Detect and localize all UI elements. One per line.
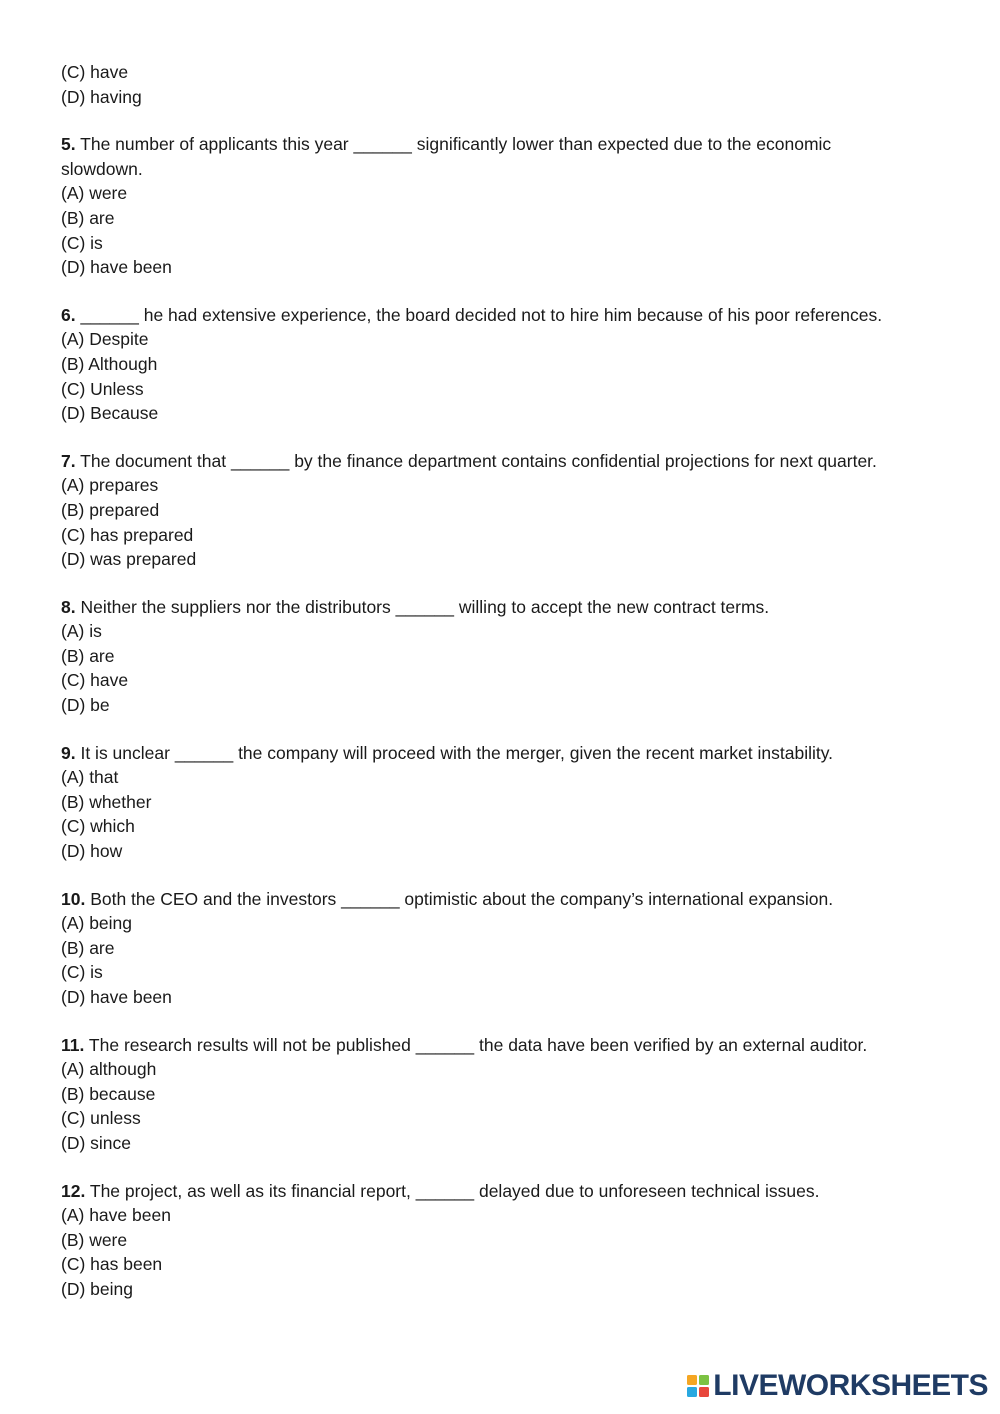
- question-6: [61, 303, 961, 426]
- option-b: (B) were: [61, 1229, 128, 1250]
- option-d: (D) being: [61, 1278, 133, 1299]
- question-number: 5.: [61, 134, 76, 155]
- option-b: (B) whether: [61, 791, 152, 812]
- option-d: (D) was prepared: [61, 549, 197, 570]
- option-c: (C) has been: [61, 1254, 163, 1275]
- footer-logo[interactable]: [687, 1366, 988, 1406]
- question-8: [61, 595, 961, 718]
- option-d: (D) having: [61, 86, 142, 107]
- question-stem: ______ he had extensive experience, the board decided not to hire him because of his poor references.: [75, 304, 883, 325]
- option-c: (C) Unless: [61, 378, 144, 399]
- option-d: (D) how: [61, 841, 123, 862]
- question-stem: It is unclear ______ the company will proceed with the merger, given the recent market instability.: [75, 742, 834, 763]
- option-c: (C) is: [61, 232, 103, 253]
- option-d: (D) have been: [61, 257, 172, 278]
- question-stem: The number of applicants this year ______ significantly lower than expected due to the economic slowdown.: [61, 134, 832, 179]
- option-a: (A) being: [61, 913, 133, 934]
- option-a: (A) is: [61, 621, 102, 642]
- question-5: [61, 132, 961, 280]
- worksheet-page: [61, 60, 961, 1302]
- intro-options: [61, 60, 961, 109]
- question-stem: Both the CEO and the investors ______ optimistic about the company’s international expansion.: [85, 888, 834, 909]
- question-12: [61, 1179, 961, 1302]
- question-number: 11.: [61, 1034, 85, 1055]
- option-c: (C) which: [61, 816, 135, 837]
- question-11: [61, 1033, 961, 1156]
- question-number: 10.: [61, 888, 86, 909]
- option-c: (C) have: [61, 670, 129, 691]
- option-d: (D) since: [61, 1132, 132, 1153]
- option-b: (B) are: [61, 645, 115, 666]
- logo-text: LIVEWORKSHEETS: [713, 1369, 988, 1402]
- question-stem: Neither the suppliers nor the distributors ______ willing to accept the new contract terms.: [75, 596, 770, 617]
- option-d: (D) Because: [61, 403, 159, 424]
- option-a: (A) Despite: [61, 329, 149, 350]
- question-number: 12.: [61, 1180, 86, 1201]
- option-c: (C) unless: [61, 1108, 141, 1129]
- option-d: (D) be: [61, 695, 110, 716]
- option-a: (A) prepares: [61, 475, 159, 496]
- question-stem: The document that ______ by the finance department contains confidential projections for next quarter.: [75, 450, 877, 471]
- option-b: (B) because: [61, 1083, 156, 1104]
- option-c: (C) have: [61, 62, 129, 82]
- question-number: 6.: [61, 304, 76, 325]
- option-c: (C) is: [61, 962, 103, 983]
- question-stem: The project, as well as its financial report, ______ delayed due to unforeseen technical issues.: [85, 1180, 820, 1201]
- option-a: (A) although: [61, 1059, 157, 1080]
- option-b: (B) are: [61, 207, 115, 228]
- option-b: (B) prepared: [61, 499, 160, 520]
- question-number: 7.: [61, 450, 76, 471]
- question-7: [61, 449, 961, 572]
- question-stem: The research results will not be published ______ the data have been verified by an external auditor.: [84, 1034, 868, 1055]
- option-b: (B) Although: [61, 353, 158, 374]
- option-c: (C) has prepared: [61, 524, 194, 545]
- option-a: (A) that: [61, 767, 119, 788]
- option-b: (B) are: [61, 937, 115, 958]
- option-d: (D) have been: [61, 987, 172, 1007]
- question-number: 8.: [61, 596, 76, 617]
- option-a: (A) have been: [61, 1205, 171, 1226]
- question-9: [61, 741, 961, 864]
- liveworksheets-logo-icon: [687, 1375, 709, 1397]
- question-10: [61, 887, 961, 1010]
- question-number: 9.: [61, 742, 76, 763]
- option-a: (A) were: [61, 183, 128, 204]
